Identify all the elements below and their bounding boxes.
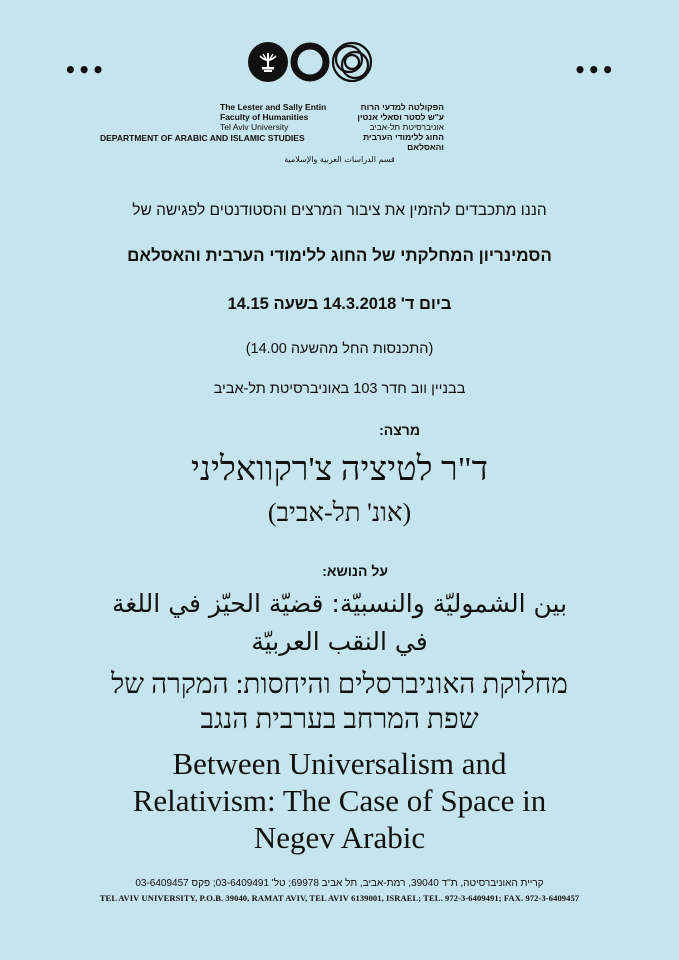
decorative-dots-left: •••	[64, 58, 106, 82]
faculty-en-line: Faculty of Humanities	[220, 112, 309, 122]
department-name-arabic: قسم الدراسات العربية والإسلامية	[284, 155, 395, 164]
decorative-dots-right: •••	[573, 58, 615, 82]
topic-title-hebrew: מחלוקת האוניברסלים והיחסות: המקרה של	[111, 669, 568, 700]
topic-title-english-line: Between Universalism and	[172, 746, 507, 781]
footer-address-english: TEL AVIV UNIVERSITY, P.O.B. 39040, RAMAT AVIV, TEL AVIV 6139001, ISRAEL; TEL. 972-3-6409491; FAX. 972-3-6409457	[99, 893, 580, 903]
faculty-he-line: ע"ש לסטר וסאלי אנטין	[357, 112, 444, 122]
topic-title-arabic: بين الشموليّة والنسبيّة: قضيّة الحيّز في اللغة	[111, 589, 568, 618]
presenter-affiliation: (אונ' תל-אביב)	[267, 498, 412, 527]
event-date-time: ביום ד' 14.3.2018 בשעה 14.15	[227, 295, 452, 313]
faculty-name-hebrew	[328, 102, 444, 152]
event-location: בבניין ווב חדר 103 באוניברסיטת תל-אביב	[213, 381, 466, 397]
topic-label: על הנושא:	[322, 563, 388, 579]
gathering-time-note: (התכנסות החל מהשעה 14.00)	[245, 341, 434, 357]
invitation-line: הננו מתכבדים להזמין את ציבור המרצים והסטודנטים לפגישה של	[132, 202, 547, 219]
seminar-title: הסמינריון המחלקתי של החוג ללימודי הערבית והאסלאם	[127, 246, 552, 265]
university-logo	[246, 40, 406, 100]
topic-title-english-line: Negev Arabic	[253, 820, 426, 855]
faculty-he-line: הפקולטה למדעי הרוח	[360, 102, 444, 112]
faculty-he-line: אוניברסיטת תל-אביב	[369, 122, 444, 132]
presenter-label: מרצה:	[379, 422, 420, 438]
faculty-he-line: החוג ללימודי הערבית והאסלאם	[363, 132, 444, 152]
faculty-name-english	[220, 102, 326, 132]
faculty-en-line: The Lester and Sally Entin	[220, 102, 327, 112]
topic-title-arabic: في النقب العربيّة	[251, 627, 428, 656]
topic-title-english-line: Relativism: The Case of Space in	[132, 783, 547, 818]
topic-title-hebrew: שפת המרחב בערבית הנגב	[200, 704, 479, 735]
presenter-name: ד"ר לטיציה צ'רקוואליני	[190, 451, 488, 488]
logo-graphic	[246, 40, 406, 100]
topic-title-english	[0, 745, 679, 856]
faculty-en-line: Tel Aviv University	[220, 122, 289, 132]
footer-address-hebrew: קריית האוניברסיטה, ת"ד 39040, רמת-אביב, תל אביב 69978; טל' 03-6409491; פקס 03-6409457	[135, 878, 544, 889]
department-name-english: DEPARTMENT OF ARABIC AND ISLAMIC STUDIES	[100, 133, 305, 143]
